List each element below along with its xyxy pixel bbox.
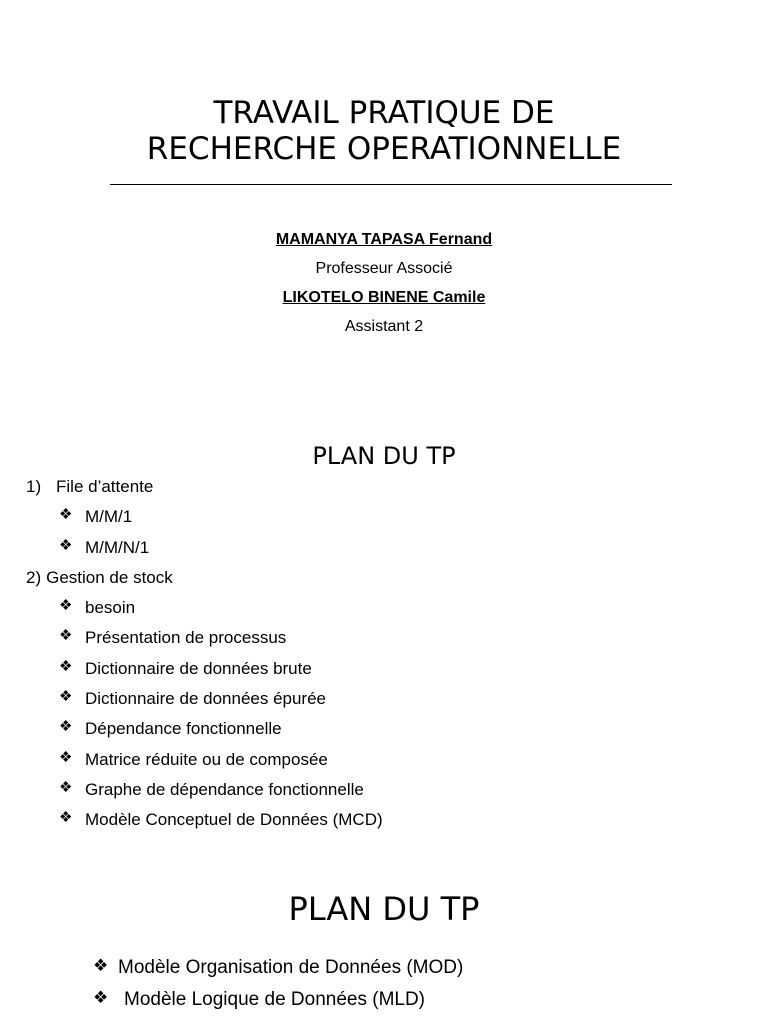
- diamond-bullet-icon: ❖: [59, 718, 73, 736]
- list-item-text: Dépendance fonctionnelle: [85, 719, 282, 739]
- list-item-text: Dictionnaire de données brute: [85, 658, 312, 678]
- diamond-bullet-icon: ❖: [59, 809, 73, 827]
- assistant-role: Assistant 2: [344, 318, 424, 335]
- diamond-bullet-icon: ❖: [59, 506, 73, 524]
- list-item-text: besoin: [85, 598, 136, 618]
- assistant-name: LIKOTELO BINENE Camile: [282, 289, 486, 306]
- list-item: [0, 656, 768, 686]
- list-item: [0, 807, 768, 837]
- section-label: File d’attente: [56, 477, 154, 496]
- diamond-bullet-icon: ❖: [59, 627, 73, 645]
- diamond-bullet-icon: ❖: [59, 688, 73, 706]
- list-item-text: Présentation de processus: [85, 628, 287, 648]
- authors-block: [0, 228, 768, 344]
- plan-title: PLAN DU TP: [312, 442, 456, 470]
- document-title: [0, 95, 768, 167]
- list-item: [0, 535, 768, 565]
- diamond-bullet-icon: ❖: [59, 748, 73, 766]
- title-line-1: TRAVAIL PRATIQUE DE: [213, 95, 555, 131]
- professor-name: MAMANYA TAPASA Fernand: [275, 231, 493, 248]
- list-item: [0, 504, 768, 534]
- list-item: [0, 625, 768, 655]
- professor-role: Professeur Associé: [315, 260, 453, 277]
- list-item-text: Modèle Organisation de Données (MOD): [118, 957, 464, 978]
- plan-title-2: PLAN DU TP: [288, 890, 480, 928]
- list-item-text: M/M/1: [85, 507, 133, 527]
- list-item-text: Graphe de dépendance fonctionnelle: [85, 779, 364, 799]
- diamond-bullet-icon: ❖: [93, 988, 109, 1007]
- list-item: [0, 686, 768, 716]
- list-item-text: Modèle Conceptuel de Données (MCD): [85, 810, 383, 830]
- section-label: Gestion de stock: [46, 567, 173, 587]
- list-item-text: Dictionnaire de données épurée: [85, 689, 327, 709]
- list-item: [0, 716, 768, 746]
- plan-list: [0, 474, 768, 838]
- list-item-text: Modèle Logique de Données (MLD): [124, 989, 426, 1010]
- diamond-bullet-icon: ❖: [93, 956, 109, 975]
- diamond-bullet-icon: ❖: [59, 778, 73, 796]
- diamond-bullet-icon: ❖: [59, 597, 73, 615]
- list-item-text: M/M/N/1: [85, 537, 150, 557]
- list-item: [0, 595, 768, 625]
- section-number: 1): [26, 477, 42, 496]
- list-item: [0, 747, 768, 777]
- plan-list-2: [0, 955, 768, 1019]
- diamond-bullet-icon: ❖: [59, 536, 73, 554]
- title-line-2: RECHERCHE OPERATIONNELLE: [146, 131, 622, 167]
- list-item: [0, 987, 768, 1019]
- plan-section-heading: [0, 474, 768, 504]
- title-divider: [110, 184, 672, 185]
- section-number: 2): [26, 567, 42, 587]
- list-item-text: Matrice réduite ou de composée: [85, 749, 328, 769]
- diamond-bullet-icon: ❖: [59, 657, 73, 675]
- list-item: [0, 955, 768, 987]
- list-item: [0, 777, 768, 807]
- plan-section-heading: [0, 565, 768, 595]
